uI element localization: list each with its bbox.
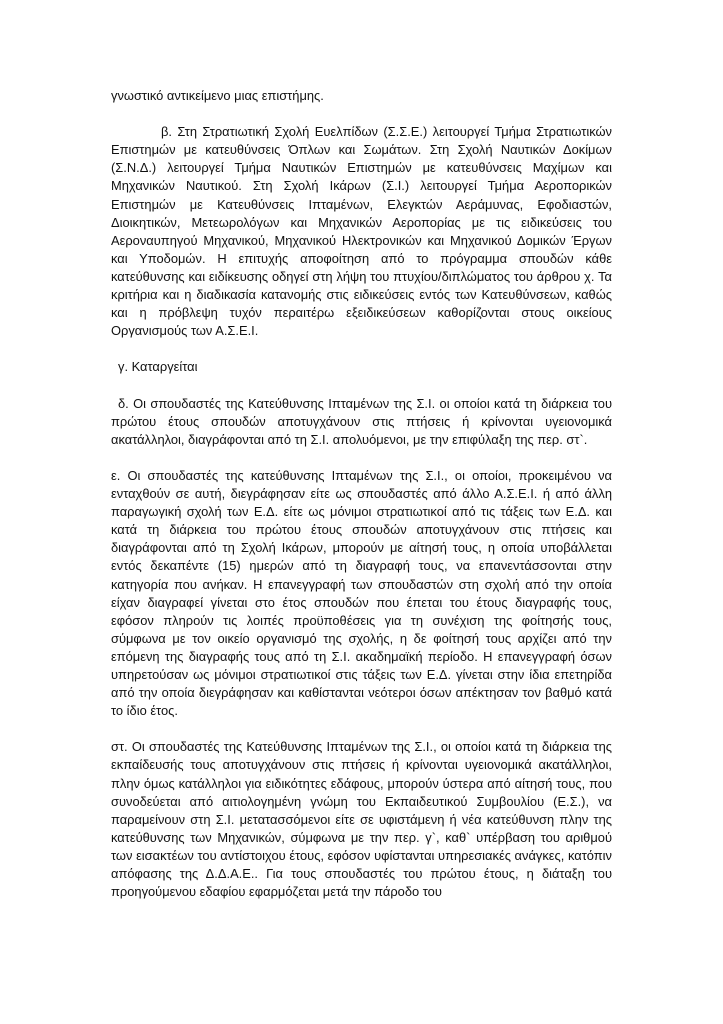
paragraph-continuation: γνωστικό αντικείμενο μιας επιστήμης. — [111, 88, 324, 103]
document-body — [111, 87, 612, 919]
paragraph-st: στ. Οι σπουδαστές της Κατεύθυνσης Ιπταμένων της Σ.Ι., οι οποίοι κατά τη διάρκεια της εκπαίδευσής τους αποτυγχάνουν στις πτήσεις ή κρίνονται υγειονομικά ακατάλληλοι, πλην όμως κατάλληλοι για ειδικότητες εδάφους, μπορούν ύστερα από αίτησή τους, που συνοδεύεται από αιτιολογημένη γνώμη του Εκπαιδευτικού Συμβουλίου (Ε.Σ.), να παραμείνουν στη Σ.Ι. μετατασσόμενοι είτε σε υφιστάμενη ή νέα κατεύθυνση πλην της κατεύθυνσης των Μηχανικών, σύμφωνα με την περ. γ`, καθ` υπέρβαση του αριθμού των εισακτέων του αντίστοιχου έτους, εφόσον υφίστανται υπηρεσιακές ανάγκες, κατόπιν απόφασης της Δ.Δ.Α.Ε.. Για τους σπουδαστές του πρώτου έτους, η διάταξη του προηγούμενου εδαφίου εφαρμόζεται μετά την πάροδο του — [111, 739, 612, 900]
paragraph-d: δ. Οι σπουδαστές της Κατεύθυνσης Ιπταμένων της Σ.Ι. οι οποίοι κατά τη διάρκεια του πρώτου έτους σπουδών αποτυγχάνουν στις πτήσεις ή κρίνονται υγειονομικά ακατάλληλοι, διαγράφονται από τη Σ.Ι. απολυόμενοι, με την επιφύλαξη της περ. στ`. — [111, 395, 612, 447]
paragraph-e: ε. Οι σπουδαστές της κατεύθυνσης Ιπταμένων της Σ.Ι., οι οποίοι, προκειμένου να ενταχθούν σε αυτή, διεγράφησαν είτε ως σπουδαστές από άλλο Α.Σ.Ε.Ι. ή από άλλη παραγωγική σχολή των Ε.Δ. είτε ως μόνιμοι στρατιωτικοί από τις τάξεις των Ε.Δ. και κατά τη διάρκεια του πρώτου έτους σπουδών αποτυγχάνουν στις πτήσεις και διαγράφονται από τη Σχολή Ικάρων, μπορούν με αίτησή τους, η οποία υποβάλλεται εντός δεκαπέντε (15) ημερών από τη διαγραφή τους, να επανεντάσσονται στην κατηγορία που ανήκαν. Η επανεγγραφή των σπουδαστών στη σχολή από την οποία είχαν διαγραφεί γίνεται στο έτος σπουδών που έπεται του έτους διαγραφής τους, εφόσον πληρούν τις λοιπές προϋποθέσεις για τη συνέχιση της φοίτησής τους, σύμφωνα με τον οικείο οργανισμό της σχολής, η δε φοίτησή τους αρχίζει από την επόμενη της διαγραφής τους από τη Σ.Ι. ακαδημαϊκή περίοδο. Η επανεγγραφή όσων υπηρετούσαν ως μόνιμοι στρατιωτικοί στις τάξεις των Ε.Δ. γίνεται στην ίδια επετηρίδα από την οποία διεγράφησαν και καθίστανται νεότεροι όσων απέκτησαν τον βαθμό κατά το ίδιο έτος. — [111, 467, 612, 719]
paragraph-g: γ. Καταργείται — [118, 359, 198, 375]
paragraph-b: β. Στη Στρατιωτική Σχολή Ευελπίδων (Σ.Σ.Ε.) λειτουργεί Τμήμα Στρατιωτικών Επιστημών με κατευθύνσεις Όπλων και Σωμάτων. Στη Σχολή Ναυτικών Δοκίμων (Σ.Ν.Δ.) λειτουργεί Τμήμα Ναυτικών Επιστημών με κατευθύνσεις Μαχίμων και Μηχανικών Ναυτικού. Στη Σχολή Ικάρων (Σ.Ι.) λειτουργεί Τμήμα Αεροπορικών Επιστημών με Κατευθύνσεις Ιπταμένων, Ελεγκτών Αεράμυνας, Εφοδιαστών, Διοικητικών, Μετεωρολόγων και Μηχανικών Αεροπορίας με τις ειδικεύσεις του Αεροναυπηγού Μηχανικού, Μηχανικού Ηλεκτρονικών και Μηχανικού Δομικών Έργων και Υποδομών. Η επιτυχής αποφοίτηση από το πρόγραμμα σπουδών κάθε κατεύθυνσης και ειδίκευσης οδηγεί στη λήψη του πτυχίου/διπλώματος του άρθρου χ. Τα κριτήρια και η διαδικασία κατανομής στις ειδικεύσεις εντός των Κατευθύνσεων, καθώς και η πρόβλεψη τυχόν περαιτέρω εξειδικεύσεων καθορίζονται στους οικείους Οργανισμούς των Α.Σ.Ε.Ι. — [111, 124, 612, 339]
